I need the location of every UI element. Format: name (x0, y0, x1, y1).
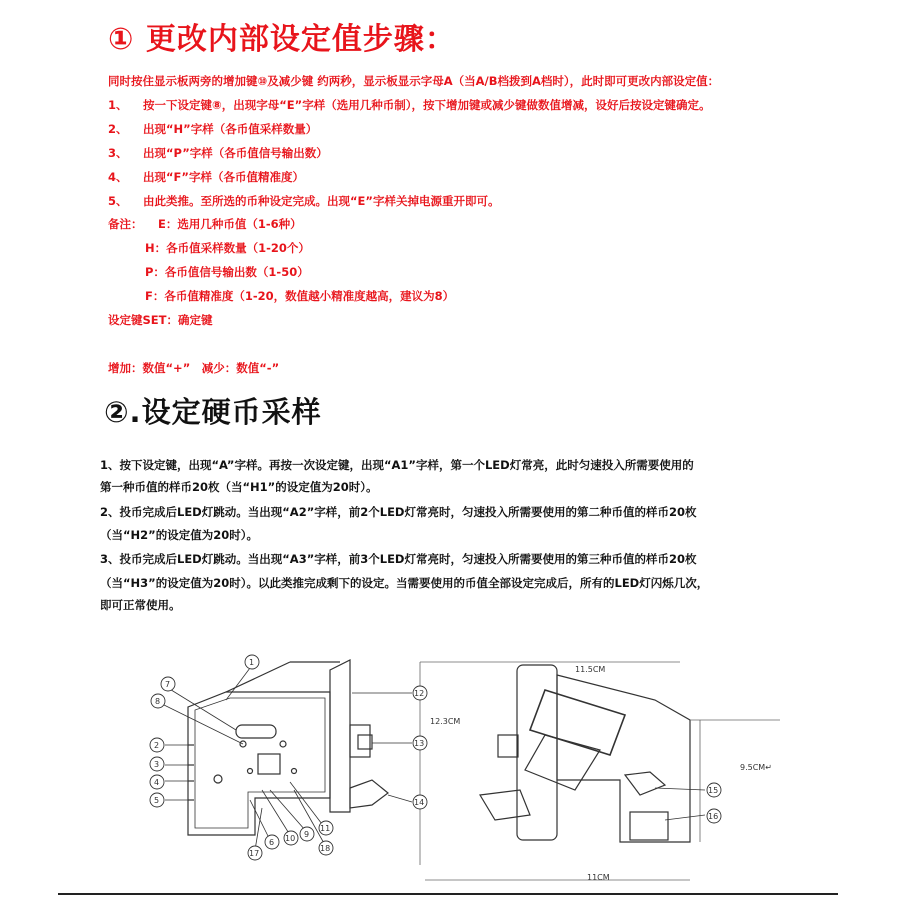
note-h: H：各币值采样数量（1-20个） (145, 241, 310, 255)
note-f: F：各币值精准度（1-20，数值越小精准度越高，建议为8） (145, 289, 455, 303)
svg-text:5: 5 (154, 796, 160, 805)
note-label: 备注： (108, 217, 143, 231)
callout-12 (413, 686, 427, 700)
svg-text:7: 7 (165, 680, 171, 689)
svg-text:8: 8 (155, 697, 161, 706)
sec2-line-7: 即可正常使用。 (100, 598, 181, 612)
callout-16 (707, 809, 721, 823)
sec2-line-1: 1、按下设定键，出现“A”字样。再按一次设定键，出现“A1”字样，第一个LED灯常亮，此时匀速投入所需要使用的 (100, 458, 694, 472)
svg-text:11: 11 (320, 824, 331, 833)
section1-title: ① 更改内部设定值步骤： (108, 22, 456, 57)
step-2-text: 出现“H”字样（各币值采样数量） (143, 122, 318, 136)
step-2-num: 2、 (108, 122, 128, 136)
callout-9 (300, 827, 314, 841)
step-5-num: 5、 (108, 194, 128, 208)
dim-height-right: 9.5CM↵ (740, 763, 772, 772)
dim-width-bottom: 11CM (587, 873, 610, 882)
section1-intro: 同时按住显示板两旁的增加键⑩及减少键 约两秒，显示板显示字母A（当A/B档拨到A档时），此时即可更改内部设定值： (108, 74, 720, 88)
callout-6 (265, 835, 279, 849)
note-e: E：选用几种币值（1-6种） (158, 217, 302, 231)
callout-1 (245, 655, 259, 669)
svg-text:15: 15 (708, 786, 719, 795)
bottom-divider (58, 893, 838, 895)
step-4-num: 4、 (108, 170, 128, 184)
step-3-num: 3、 (108, 146, 128, 160)
sec2-line-3: 2、投币完成后LED灯跳动。当出现“A2”字样，前2个LED灯常亮时，匀速投入所需要使用的第二种币值的样币20枚 (100, 505, 697, 519)
step-5-text: 由此类推。至所选的币种设定完成。出现“E”字样关掉电源重开即可。 (143, 194, 500, 208)
svg-text:14: 14 (414, 798, 425, 807)
callout-4 (150, 775, 164, 789)
callout-14 (413, 795, 427, 809)
callout-2 (150, 738, 164, 752)
callout-13 (413, 736, 427, 750)
callout-8 (151, 694, 165, 708)
step-3-text: 出现“P”字样（各币值信号输出数） (143, 146, 328, 160)
callout-15 (707, 783, 721, 797)
callout-7 (161, 677, 175, 691)
svg-text:12: 12 (414, 689, 425, 698)
callout-11 (319, 821, 333, 835)
svg-text:2: 2 (154, 741, 160, 750)
callout-18 (319, 841, 333, 855)
callout-10 (284, 831, 298, 845)
svg-text:6: 6 (269, 838, 275, 847)
svg-text:10: 10 (285, 834, 296, 843)
svg-text:13: 13 (414, 739, 425, 748)
callout-5 (150, 793, 164, 807)
svg-text:17: 17 (249, 849, 260, 858)
step-4-text: 出现“F”字样（各币值精准度） (143, 170, 304, 184)
svg-text:18: 18 (320, 844, 331, 853)
plus-minus-note: 增加：数值“+” 减少：数值“-” (108, 361, 280, 375)
sec2-line-2: 第一种币值的样币20枚（当“H1”的设定值为20时）。 (100, 480, 378, 494)
svg-text:9: 9 (304, 830, 310, 839)
left-device-front-plate (330, 660, 350, 812)
callout-17 (248, 846, 262, 860)
dim-height-left: 12.3CM (430, 717, 461, 726)
sec2-line-6: （当“H3”的设定值为20时）。以此类推完成剩下的设定。当需要使用的币值全部设定完成后，所有的LED灯闪烁几次， (100, 576, 709, 590)
set-key-note: 设定键SET：确定键 (108, 313, 213, 327)
callout-3 (150, 757, 164, 771)
step-1-num: 1、 (108, 98, 128, 112)
svg-text:4: 4 (154, 778, 160, 787)
dim-width-top: 11.5CM (575, 665, 606, 674)
svg-text:16: 16 (708, 812, 719, 821)
svg-text:1: 1 (249, 658, 255, 667)
note-p: P：各币值信号输出数（1-50） (145, 265, 309, 279)
step-1-text: 按一下设定键⑧，出现字母“E”字样（选用几种币制），按下增加键或减少键做数值增减，设好后按设定键确定。 (143, 98, 711, 112)
sec2-line-4: （当“H2”的设定值为20时）。 (100, 528, 258, 542)
svg-text:3: 3 (154, 760, 160, 769)
section2-title: ②.设定硬币采样 (104, 395, 322, 429)
sec2-line-5: 3、投币完成后LED灯跳动。当出现“A3”字样，前3个LED灯常亮时，匀速投入所需要使用的第三种币值的样币20枚 (100, 552, 697, 566)
